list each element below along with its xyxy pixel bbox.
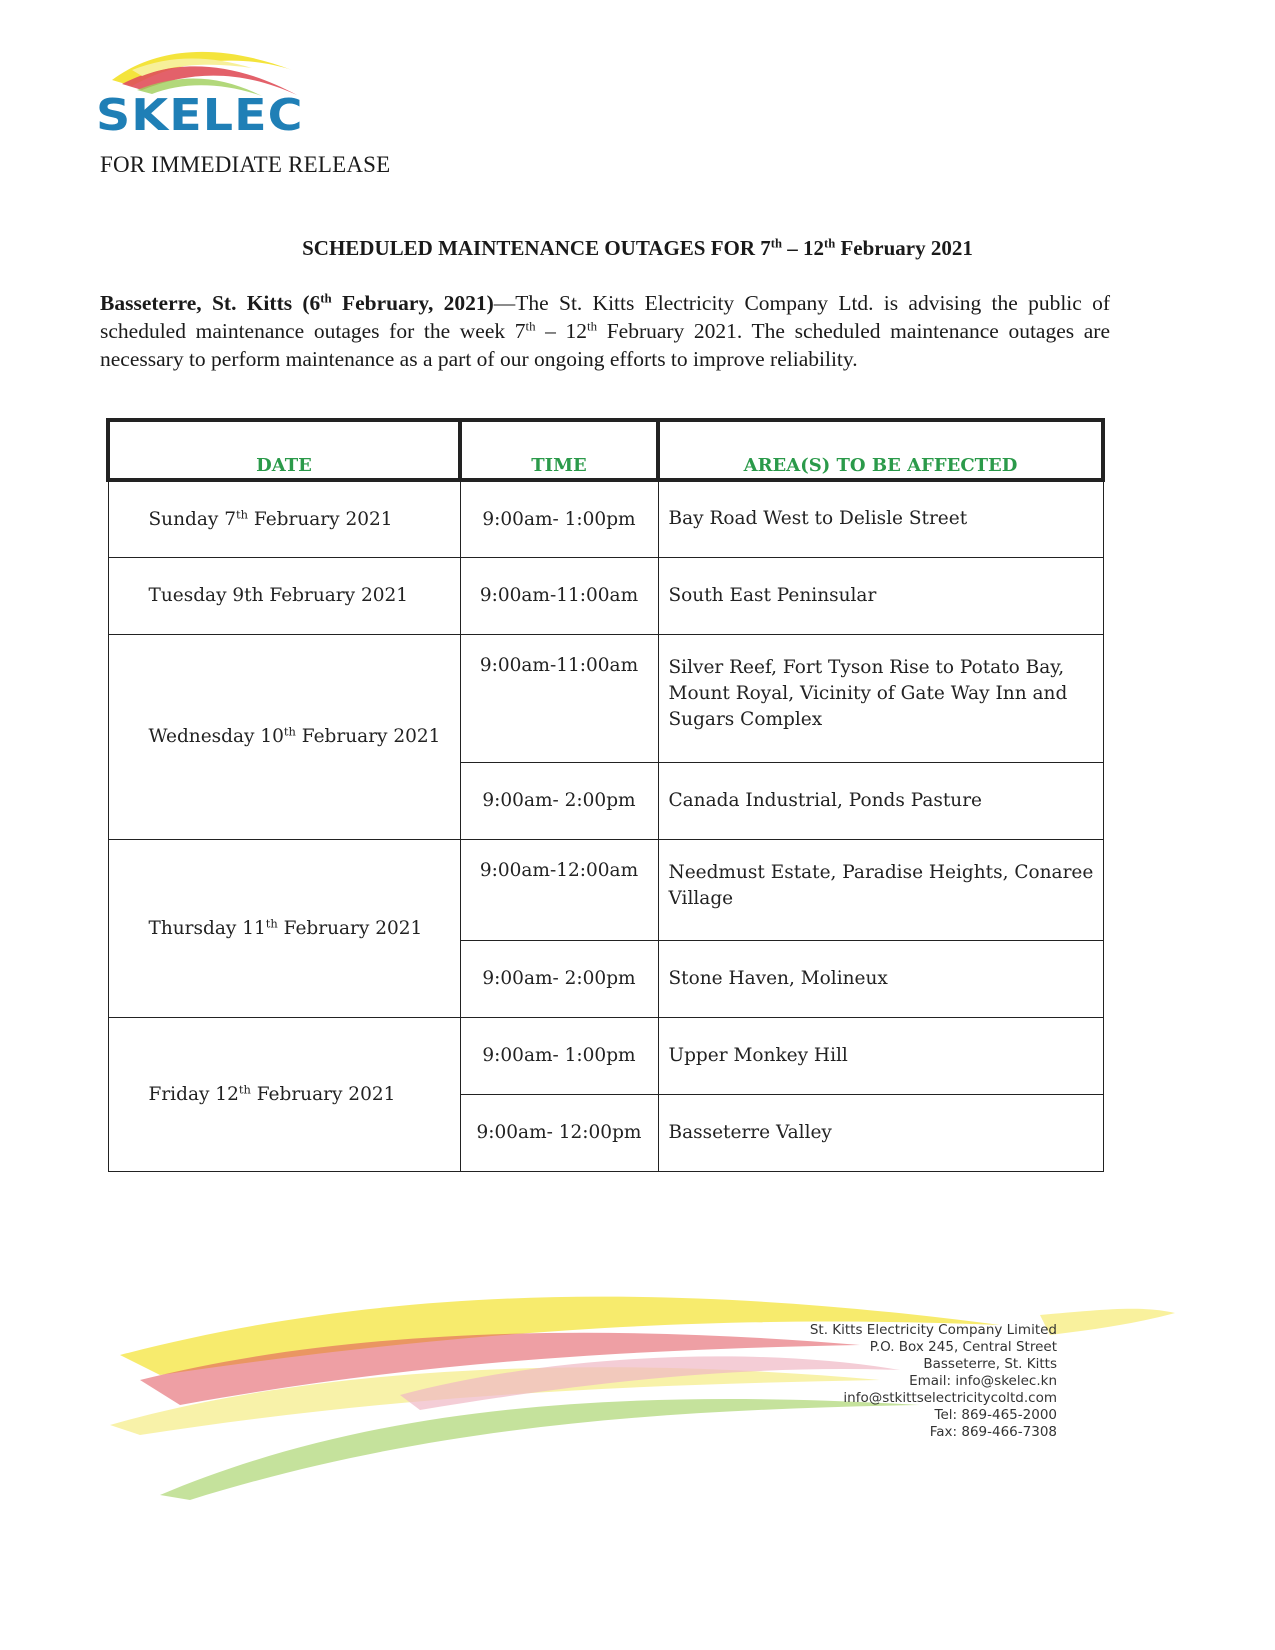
date-text: Tuesday 9th February 2021	[148, 585, 409, 606]
area-cell: Basseterre Valley	[658, 1094, 1103, 1171]
time-cell: 9:00am-11:00am	[460, 634, 658, 762]
headline-prefix: SCHEDULED MAINTENANCE OUTAGES FOR 7	[302, 236, 771, 260]
area-cell: Needmust Estate, Paradise Heights, Conaree Village	[658, 839, 1103, 940]
area-cell: Silver Reef, Fort Tyson Rise to Potato Bay, Mount Royal, Vicinity of Gate Way Inn and Sugars Complex	[658, 634, 1103, 762]
table-header-row	[108, 420, 1103, 480]
time-cell: 9:00am- 12:00pm	[460, 1094, 658, 1171]
area-cell: Stone Haven, Molineux	[658, 940, 1103, 1017]
footer-city: Basseterre, St. Kitts	[923, 1356, 1057, 1372]
dateline	[100, 291, 494, 315]
area-cell: Upper Monkey Hill	[658, 1017, 1103, 1094]
date-text: Wednesday 10	[148, 726, 284, 747]
date-text: Sunday 7	[148, 508, 236, 530]
date-cell	[108, 480, 460, 557]
headline-middle: – 12	[782, 236, 824, 260]
date-text: February 2021	[277, 917, 423, 939]
intro-paragraph	[100, 289, 1110, 373]
date-text: Thursday 11	[148, 917, 266, 939]
date-sup: th	[238, 1082, 251, 1097]
table-row	[108, 480, 1103, 557]
header-date: DATE	[108, 420, 460, 480]
footer-po-box: P.O. Box 245, Central Street	[869, 1339, 1057, 1355]
area-cell: Bay Road West to Delisle Street	[658, 480, 1103, 557]
date-cell	[108, 634, 460, 839]
time-cell: 9:00am-12:00am	[460, 839, 658, 940]
time-cell: 9:00am-11:00am	[460, 557, 658, 634]
area-cell: South East Peninsular	[658, 557, 1103, 634]
footer-email-1: Email: info@skelec.kn	[909, 1373, 1057, 1389]
date-cell	[108, 557, 460, 634]
date-cell	[108, 1017, 460, 1171]
footer-company: St. Kitts Electricity Company Limited	[809, 1322, 1057, 1338]
time-cell: 9:00am- 1:00pm	[460, 1017, 658, 1094]
intro-sup: th	[525, 319, 536, 334]
dateline-suffix: February, 2021)	[331, 291, 494, 315]
time-cell: 9:00am- 2:00pm	[460, 940, 658, 1017]
footer-tel: Tel: 869-465-2000	[934, 1407, 1057, 1423]
footer-contact-block	[810, 1322, 1057, 1441]
intro-sup: th	[587, 319, 598, 334]
outage-schedule-table	[106, 418, 1105, 1172]
date-sup: th	[265, 916, 278, 931]
footer-email-2: info@stkittselectricitycoltd.com	[843, 1390, 1057, 1406]
dateline-prefix: Basseterre, St. Kitts (6	[100, 291, 321, 315]
table-row	[108, 557, 1103, 634]
date-sup: th	[235, 507, 248, 522]
table-row	[108, 1017, 1103, 1094]
release-label: FOR IMMEDIATE RELEASE	[100, 152, 391, 177]
table-row	[108, 839, 1103, 940]
date-cell	[108, 839, 460, 1017]
table-row	[108, 634, 1103, 762]
time-cell: 9:00am- 2:00pm	[460, 762, 658, 839]
headline-sup: th	[770, 236, 782, 251]
headline-suffix: February 2021	[835, 236, 973, 260]
intro-text: – 12	[535, 319, 588, 343]
skelec-logo	[92, 40, 302, 140]
date-text: Friday 12	[148, 1083, 239, 1105]
dateline-sup: th	[320, 291, 332, 306]
header-area: AREA(S) TO BE AFFECTED	[658, 420, 1103, 480]
date-text: February 2021	[295, 726, 441, 747]
area-cell: Canada Industrial, Ponds Pasture	[658, 762, 1103, 839]
intro-text: February 2021. The scheduled maintenance outages are necessary to perform maintenance as a part of our ongoing efforts to improve reliability.	[100, 319, 1110, 371]
date-text: February 2021	[247, 508, 393, 530]
logo-text: SKELEC	[96, 90, 304, 141]
footer-fax: Fax: 869-466-7308	[929, 1424, 1057, 1440]
date-text: February 2021	[250, 1083, 396, 1105]
intro-text: —The St. Kitts Electricity Company Ltd. is advising the public of scheduled maintenance outages for the week 7	[100, 291, 1110, 343]
time-cell: 9:00am- 1:00pm	[460, 480, 658, 557]
headline	[0, 236, 1275, 261]
header-time: TIME	[460, 420, 658, 480]
date-sup: th	[283, 724, 296, 739]
headline-sup: th	[824, 236, 836, 251]
